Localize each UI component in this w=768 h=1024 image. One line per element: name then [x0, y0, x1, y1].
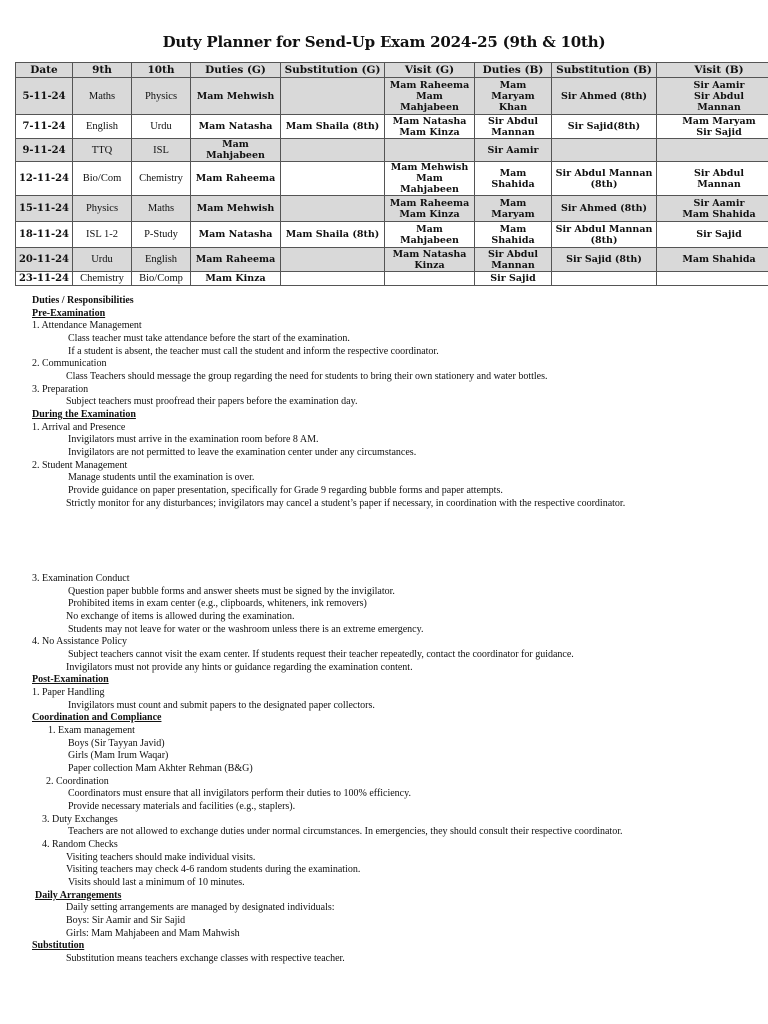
substitution-heading: Substitution [32, 940, 85, 952]
date-cell: 18-11-24 [16, 222, 73, 248]
table-cell [385, 139, 475, 162]
table-cell: Mam Raheema [191, 248, 281, 272]
table-cell: English [132, 248, 191, 272]
table-cell [281, 139, 385, 162]
table-row [16, 196, 768, 222]
column-header: 9th [73, 63, 132, 78]
table-row [16, 139, 768, 162]
date-cell: 9-11-24 [16, 139, 73, 162]
table-cell: Mam Natasha Kinza [385, 248, 475, 272]
date-cell: 5-11-24 [16, 78, 73, 115]
list-item: Subject teachers cannot visit the exam center. If students request their teacher repeatedly, contact the coordinator for guidance. [68, 649, 574, 661]
list-item: 3. Examination Conduct [32, 573, 130, 585]
table-row [16, 162, 768, 196]
list-item: 4. No Assistance Policy [32, 636, 127, 648]
list-item: Paper collection Mam Akhter Rehman (B&G) [68, 763, 253, 774]
table-cell [281, 248, 385, 272]
table-cell: Mam Mahjabeen [385, 222, 475, 248]
table-cell: Mam Maryam Khan [475, 78, 552, 115]
list-item: Invigilators must arrive in the examination room before 8 AM. [68, 434, 319, 446]
table-cell [552, 139, 657, 162]
list-item: 1. Arrival and Presence [32, 421, 126, 433]
table-cell [281, 162, 385, 196]
list-item: Manage students until the examination is over. [68, 472, 255, 484]
blank-gap [32, 510, 752, 573]
table-cell: Sir Aamir Mam Shahida [657, 196, 768, 222]
table-cell: Mam Shaila (8th) [281, 115, 385, 139]
list-item: Visits should last a minimum of 10 minutes. [68, 876, 245, 888]
column-header: Date [16, 63, 73, 78]
table-cell: Sir Abdul Mannan (8th) [552, 222, 657, 248]
table-cell: Sir Abdul Mannan (8th) [552, 162, 657, 196]
table-cell: Sir Ahmed (8th) [552, 78, 657, 115]
table-cell: TTQ [73, 139, 132, 162]
list-item: Coordinators must ensure that all invigilators perform their duties to 100% efficiency. [68, 788, 411, 800]
table-cell: Physics [73, 196, 132, 222]
table-cell: Mam Maryam [475, 196, 552, 222]
list-item: 2. Student Management [32, 459, 128, 471]
table-cell [281, 78, 385, 115]
table-cell: Mam Natasha [191, 222, 281, 248]
list-item: Boys (Sir Tayyan Javid) [68, 737, 165, 749]
table-cell: Physics [132, 78, 191, 115]
coordination-heading: Coordination and Compliance [32, 712, 162, 724]
document-title: Duty Planner for Send-Up Exam 2024-25 (9th & 10th) [162, 33, 606, 51]
list-item: Class teacher must take attendance before the start of the examination. [68, 332, 350, 344]
table-header-row [16, 63, 768, 78]
list-item: Invigilators must not provide any hints or guidance regarding the examination content. [66, 661, 413, 673]
list-item: No exchange of items is allowed during the examination. [66, 611, 295, 623]
list-item: Prohibited items in exam center (e.g., clipboards, whiteners, ink removers) [68, 598, 367, 610]
table-row [16, 115, 768, 139]
table-cell: Mam Maryam Sir Sajid [657, 115, 768, 139]
table-cell: Sir Sajid(8th) [552, 115, 657, 139]
table-cell [385, 272, 475, 286]
table-cell: Mam Kinza [191, 272, 281, 286]
table-cell: Sir Aamir Sir Abdul Mannan [657, 78, 768, 115]
during-exam-heading: During the Examination [32, 408, 136, 420]
table-cell [281, 196, 385, 222]
date-cell: 20-11-24 [16, 248, 73, 272]
duties-heading: Duties / Responsibilities [32, 295, 134, 306]
table-cell: Sir Aamir [475, 139, 552, 162]
list-item: Girls (Mam Irum Waqar) [68, 750, 169, 762]
column-header: Substitution (G) [281, 63, 385, 78]
post-exam-heading: Post-Examination [32, 674, 109, 686]
table-cell: Chemistry [73, 272, 132, 286]
table-row [16, 78, 768, 115]
table-cell: Bio/Comp [132, 272, 191, 286]
duties-section [32, 295, 752, 966]
list-item: 2. Coordination [46, 775, 109, 787]
date-cell: 23-11-24 [16, 272, 73, 286]
table-cell: Sir Abdul Mannan [475, 115, 552, 139]
pre-exam-heading: Pre-Examination [32, 307, 106, 319]
column-header: Duties (B) [475, 63, 552, 78]
table-cell: Mam Shahida [657, 248, 768, 272]
table-cell: Mam Raheema [191, 162, 281, 196]
table-cell: English [73, 115, 132, 139]
list-item: 3. Duty Exchanges [42, 813, 118, 825]
list-item: Provide guidance on paper presentation, specifically for Grade 9 regarding bubble forms and paper attempts. [68, 484, 503, 496]
table-cell [657, 139, 768, 162]
date-cell: 12-11-24 [16, 162, 73, 196]
list-item: Students may not leave for water or the washroom unless there is an extreme emergency. [68, 623, 424, 635]
table-cell: Mam Mehwish [191, 78, 281, 115]
table-cell: Mam Shahida [475, 222, 552, 248]
table-cell: Sir Ahmed (8th) [552, 196, 657, 222]
table-cell [552, 272, 657, 286]
table-cell: Urdu [73, 248, 132, 272]
table-cell: Mam Raheema Mam Mahjabeen [385, 78, 475, 115]
table-cell: Mam Natasha [191, 115, 281, 139]
list-item: 3. Preparation [32, 383, 89, 395]
table-cell: Sir Sajid [657, 222, 768, 248]
list-item: Invigilators are not permitted to leave the examination center under any circumstances. [68, 446, 417, 458]
column-header: 10th [132, 63, 191, 78]
list-item: Question paper bubble forms and answer sheets must be signed by the invigilator. [68, 585, 395, 597]
list-item: Class Teachers should message the group regarding the need for students to bring their own stationery and water bottles. [66, 370, 548, 382]
date-cell: 7-11-24 [16, 115, 73, 139]
table-cell: Chemistry [132, 162, 191, 196]
list-item: Boys: Sir Aamir and Sir Sajid [66, 914, 186, 926]
table-cell: Mam Raheema Mam Kinza [385, 196, 475, 222]
list-item: Visiting teachers should make individual visits. [66, 851, 256, 863]
table-cell: Maths [132, 196, 191, 222]
table-cell: ISL 1-2 [73, 222, 132, 248]
list-item: Teachers are not allowed to exchange duties under normal circumstances. In emergencies, they should consult their respective coordinator. [68, 826, 623, 838]
table-cell: P-Study [132, 222, 191, 248]
list-item: If a student is absent, the teacher must call the student and inform the respective coordinator. [68, 345, 439, 357]
table-cell: Sir Abdul Mannan [657, 162, 768, 196]
table-cell: Sir Sajid (8th) [552, 248, 657, 272]
list-item: Girls: Mam Mahjabeen and Mam Mahwish [66, 927, 240, 939]
table-row [16, 248, 768, 272]
list-item: 2. Communication [32, 358, 107, 370]
list-item: 1. Exam management [48, 725, 135, 737]
table-cell: Maths [73, 78, 132, 115]
table-cell: Mam Mehwish [191, 196, 281, 222]
date-cell: 15-11-24 [16, 196, 73, 222]
table-body [16, 78, 768, 286]
table-row [16, 272, 768, 286]
list-item: Strictly monitor for any disturbances; invigilators may cancel a student’s paper if necessary, in coordination with the respective coordinator. [66, 497, 626, 509]
table-cell: Sir Sajid [475, 272, 552, 286]
table-cell [281, 272, 385, 286]
table-cell: Mam Shahida [475, 162, 552, 196]
table-cell: Mam Mahjabeen [191, 139, 281, 162]
column-header: Visit (G) [385, 63, 475, 78]
duty-planner-table [15, 62, 768, 286]
table-cell: Mam Mehwish Mam Mahjabeen [385, 162, 475, 196]
column-header: Duties (G) [191, 63, 281, 78]
list-item: 4. Random Checks [42, 838, 118, 850]
table-cell: Sir Abdul Mannan [475, 248, 552, 272]
table-cell: ISL [132, 139, 191, 162]
table-cell: Urdu [132, 115, 191, 139]
table-cell [657, 272, 768, 286]
list-item: Substitution means teachers exchange classes with respective teacher. [66, 952, 345, 964]
list-item: Invigilators must count and submit papers to the designated paper collectors. [68, 699, 375, 711]
list-item: Provide necessary materials and facilities (e.g., staplers). [68, 800, 296, 812]
column-header: Substitution (B) [552, 63, 657, 78]
list-item: Subject teachers must proofread their papers before the examination day. [66, 396, 358, 408]
table-cell: Mam Shaila (8th) [281, 222, 385, 248]
column-header: Visit (B) [657, 63, 768, 78]
list-item: Visiting teachers may check 4-6 random students during the examination. [66, 864, 361, 876]
table-row [16, 222, 768, 248]
list-item: 1. Attendance Management [32, 320, 142, 332]
list-item: 1. Paper Handling [32, 687, 105, 699]
list-item: Daily setting arrangements are managed by designated individuals: [66, 902, 335, 914]
table-cell: Mam Natasha Mam Kinza [385, 115, 475, 139]
daily-arrangements-heading: Daily Arrangements [35, 889, 122, 901]
table-cell: Bio/Com [73, 162, 132, 196]
